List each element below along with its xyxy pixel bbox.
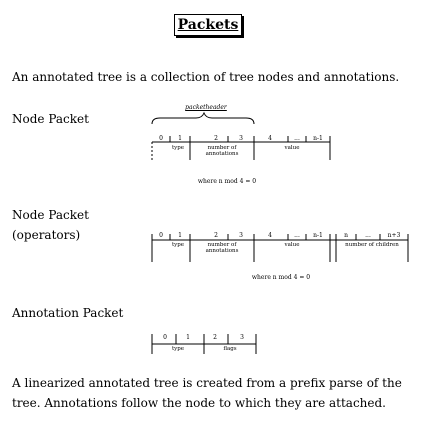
node-packet-note: where n mod 4 = 0: [197, 178, 257, 185]
field-value: value: [284, 145, 300, 151]
bit-label: 4: [268, 135, 272, 142]
bit-label: 0: [163, 334, 167, 341]
bit-label: 3: [240, 334, 244, 341]
field-flags: flags: [223, 346, 237, 352]
node-packet-ops-label-2: (operators): [12, 228, 81, 242]
bit-label: ...: [365, 232, 371, 239]
bit-label: 2: [214, 135, 218, 142]
bit-label: ...: [294, 135, 300, 142]
node-packet-label: Node Packet: [12, 112, 89, 126]
bit-label: 0: [159, 135, 163, 142]
outro-line-2: tree. Annotations follow the node to which they are attached.: [12, 396, 386, 410]
annotation-packet-label: Annotation Packet: [12, 306, 124, 320]
intro-text: An annotated tree is a collection of tree nodes and annotations.: [12, 70, 400, 84]
field-number-of-annotations: number of annotations: [205, 242, 239, 254]
page-title: Packets: [174, 14, 242, 36]
outro-line-1: A linearized annotated tree is created from a prefix parse of the: [12, 376, 402, 390]
bit-label: ...: [294, 232, 300, 239]
bit-label: 1: [178, 232, 182, 239]
field-type: type: [171, 346, 185, 352]
bit-label: n: [344, 232, 348, 239]
bit-label: 2: [213, 334, 217, 341]
bit-label: n-1: [313, 232, 323, 239]
bit-label: 4: [268, 232, 272, 239]
field-number-of-annotations: number of annotations: [205, 145, 239, 157]
bit-label: 1: [186, 334, 190, 341]
field-type: type: [171, 145, 185, 151]
bit-label: n-1: [313, 135, 323, 142]
field-value: value: [284, 242, 300, 248]
field-type: type: [171, 242, 185, 248]
bit-label: 1: [178, 135, 182, 142]
packetheader-brace: [152, 113, 254, 124]
bit-label: 0: [159, 232, 163, 239]
bit-label: n+3: [387, 232, 401, 239]
bit-label: 3: [239, 232, 243, 239]
node-packet-ops-label-1: Node Packet: [12, 208, 89, 222]
node-packet-ops-note: where n mod 4 = 0: [251, 274, 311, 281]
bit-label: 2: [214, 232, 218, 239]
brace-label: packetheader: [185, 104, 227, 111]
bit-label: 3: [239, 135, 243, 142]
field-number-of-children: number of children: [345, 242, 399, 248]
